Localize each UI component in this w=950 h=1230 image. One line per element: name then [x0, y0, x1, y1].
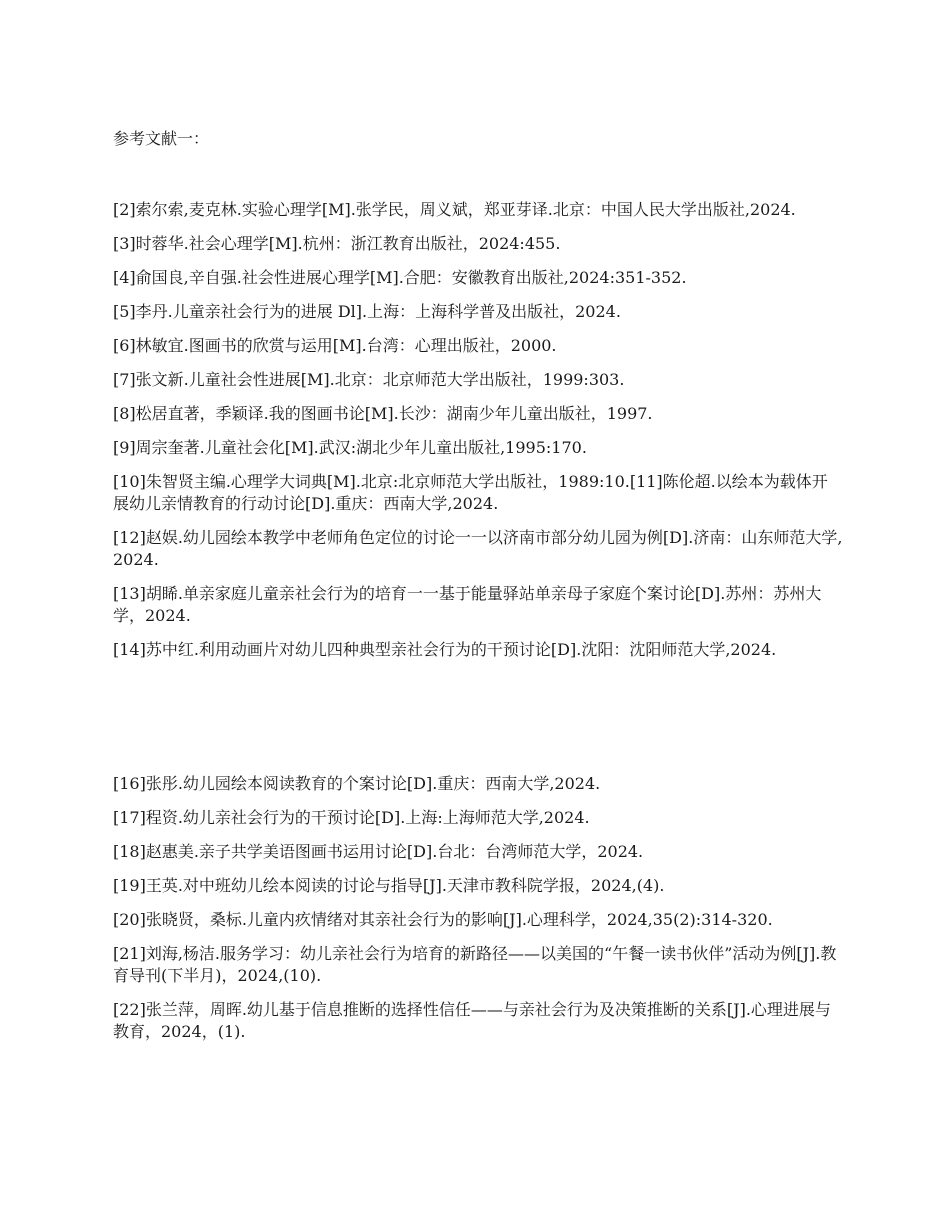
- reference-item: [16]张彤.幼儿园绘本阅读教育的个案讨论[D].重庆：西南大学,2024.: [113, 774, 601, 793]
- reference-item: [2]索尔索,麦克林.实验心理学[M].张学民，周义斌，郑亚芽译.北京：中国人民大学出版社,2024.: [113, 200, 796, 219]
- reference-item: [10]朱智贤主编.心理学大词典[M].北京:北京师范大学出版社，1989:10.[11]陈伦超.以绘本为载体开展幼儿亲情教育的行动讨论[D].重庆：西南大学,2024.: [113, 472, 828, 513]
- reference-item: [9]周宗奎著.儿童社会化[M].武汉:湖北少年儿童出版社,1995:170.: [113, 438, 587, 457]
- reference-item: [18]赵惠美.亲子共学美语图画书运用讨论[D].台北：台湾师范大学，2024.: [113, 842, 644, 861]
- reference-item: [7]张文新.儿童社会性进展[M].北京：北京师范大学出版社，1999:303.: [113, 370, 625, 389]
- reference-item: [3]时蓉华.社会心理学[M].杭州：浙江教育出版社，2024:455.: [113, 234, 561, 253]
- reference-item: [19]王英.对中班幼儿绘本阅读的讨论与指导[J].天津市教科院学报，2024,(4).: [113, 876, 665, 895]
- reference-item: [6]林敏宜.图画书的欣赏与运用[M].台湾：心理出版社，2000.: [113, 336, 557, 355]
- reference-item: [17]程资.幼儿亲社会行为的干预讨论[D].上海:上海师范大学,2024.: [113, 808, 590, 827]
- reference-item: [21]刘海,杨洁.服务学习：幼儿亲社会行为培育的新路径——以美国的“午餐一读书伙伴”活动为例[J].教育导刊(下半月)，2024,(10).: [113, 944, 837, 985]
- reference-list-first: [113, 199, 843, 673]
- reference-item: [14]苏中红.利用动画片对幼儿四种典型亲社会行为的干预讨论[D].沈阳：沈阳师范大学,2024.: [113, 640, 777, 659]
- reference-item: [8]松居直著，季颖译.我的图画书论[M].长沙：湖南少年儿童出版社，1997.: [113, 404, 653, 423]
- reference-item: [5]李丹.儿童亲社会行为的进展 Dl].上海：上海科学普及出版社，2024.: [113, 302, 621, 321]
- reference-item: [13]胡睎.单亲家庭儿童亲社会行为的培育一一基于能量驿站单亲母子家庭个案讨论[D].苏州：苏州大学，2024.: [113, 584, 822, 625]
- reference-item: [22]张兰萍，周晖.幼儿基于信息推断的选择性信任——与亲社会行为及决策推断的关系[J].心理进展与教育，2024，(1).: [113, 1000, 831, 1041]
- references-heading: 参考文献一：: [113, 129, 210, 148]
- reference-item: [12]赵娱.幼儿园绘本教学中老师角色定位的讨论一一以济南市部分幼儿园为例[D].济南：山东师范大学,2024.: [113, 528, 843, 569]
- reference-list-second: [113, 773, 843, 1055]
- reference-item: [4]俞国良,辛自强.社会性进展心理学[M].合肥：安徽教育出版社,2024:351-352.: [113, 268, 687, 287]
- reference-item: [20]张晓贤，桑标.儿童内疚情绪对其亲社会行为的影响[J].心理科学，2024,35(2):314-320.: [113, 910, 773, 929]
